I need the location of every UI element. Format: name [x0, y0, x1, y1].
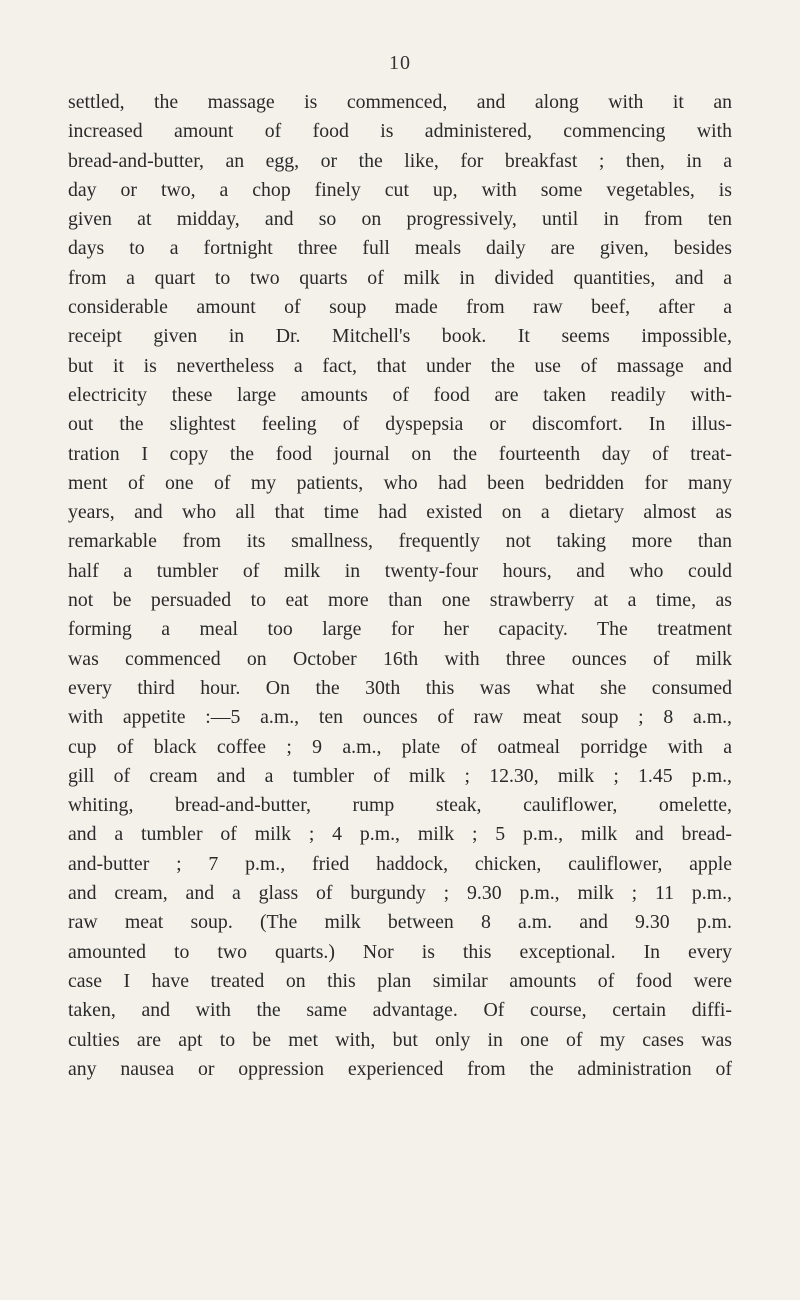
text-line: cup of black coffee ; 9 a.m., plate of oatmeal porridge with a: [68, 735, 732, 758]
text-line: remarkable from its smallness, frequently not taking more than: [68, 530, 732, 553]
text-line: given at midday, and so on progressively, until in from ten: [68, 208, 732, 231]
text-line: day or two, a chop finely cut up, with some vegetables, is: [68, 178, 732, 201]
text-line: ment of one of my patients, who had been bedridden for many: [68, 471, 732, 494]
text-line: taken, and with the same advantage. Of course, certain diffi-: [68, 999, 732, 1022]
text-line: bread-and-butter, an egg, or the like, for breakfast ; then, in a: [68, 149, 732, 172]
text-line: not be persuaded to eat more than one strawberry at a time, as: [68, 589, 732, 612]
text-line: whiting, bread-and-butter, rump steak, cauliflower, omelette,: [68, 794, 732, 817]
text-line: with appetite :—5 a.m., ten ounces of raw meat soup ; 8 a.m.,: [68, 706, 732, 729]
text-line: case I have treated on this plan similar amounts of food were: [68, 969, 732, 992]
text-line: settled, the massage is commenced, and along with it an: [68, 91, 732, 113]
text-line: amounted to two quarts.) Nor is this exceptional. In every: [68, 940, 732, 963]
text-line: considerable amount of soup made from raw beef, after a: [68, 296, 732, 319]
text-line: was commenced on October 16th with three ounces of milk: [68, 647, 732, 670]
text-line: culties are apt to be met with, but only in one of my cases was: [68, 1028, 732, 1051]
text-line: but it is nevertheless a fact, that under the use of massage and: [68, 354, 732, 377]
text-line: years, and who all that time had existed on a dietary almost as: [68, 501, 732, 524]
text-line: any nausea or oppression experienced from the administration of: [68, 1057, 732, 1080]
text-line: gill of cream and a tumbler of milk ; 12.30, milk ; 1.45 p.m.,: [68, 764, 732, 787]
text-line: every third hour. On the 30th this was what she consumed: [68, 676, 732, 699]
text-line: and-butter ; 7 p.m., fried haddock, chicken, cauliflower, apple: [68, 852, 732, 875]
text-line: half a tumbler of milk in twenty-four hours, and who could: [68, 559, 732, 582]
text-line: and a tumbler of milk ; 4 p.m., milk ; 5 p.m., milk and bread-: [68, 823, 732, 846]
text-line: forming a meal too large for her capacity. The treatment: [68, 618, 732, 641]
text-line: electricity these large amounts of food are taken readily with-: [68, 383, 732, 406]
text-line: days to a fortnight three full meals daily are given, besides: [68, 237, 732, 260]
text-line: from a quart to two quarts of milk in divided quantities, and a: [68, 266, 732, 289]
text-line: and cream, and a glass of burgundy ; 9.30 p.m., milk ; 11 p.m.,: [68, 882, 732, 905]
text-line: increased amount of food is administered, commencing with: [68, 120, 732, 143]
page-number: 10: [389, 52, 411, 74]
text-line: receipt given in Dr. Mitchell's book. It seems impossible,: [68, 325, 732, 348]
text-line: tration I copy the food journal on the fourteenth day of treat-: [68, 442, 732, 465]
body-text: [68, 88, 732, 1084]
text-line: raw meat soup. (The milk between 8 a.m. and 9.30 p.m.: [68, 911, 732, 934]
text-line: out the slightest feeling of dyspepsia or discomfort. In illus-: [68, 413, 732, 436]
